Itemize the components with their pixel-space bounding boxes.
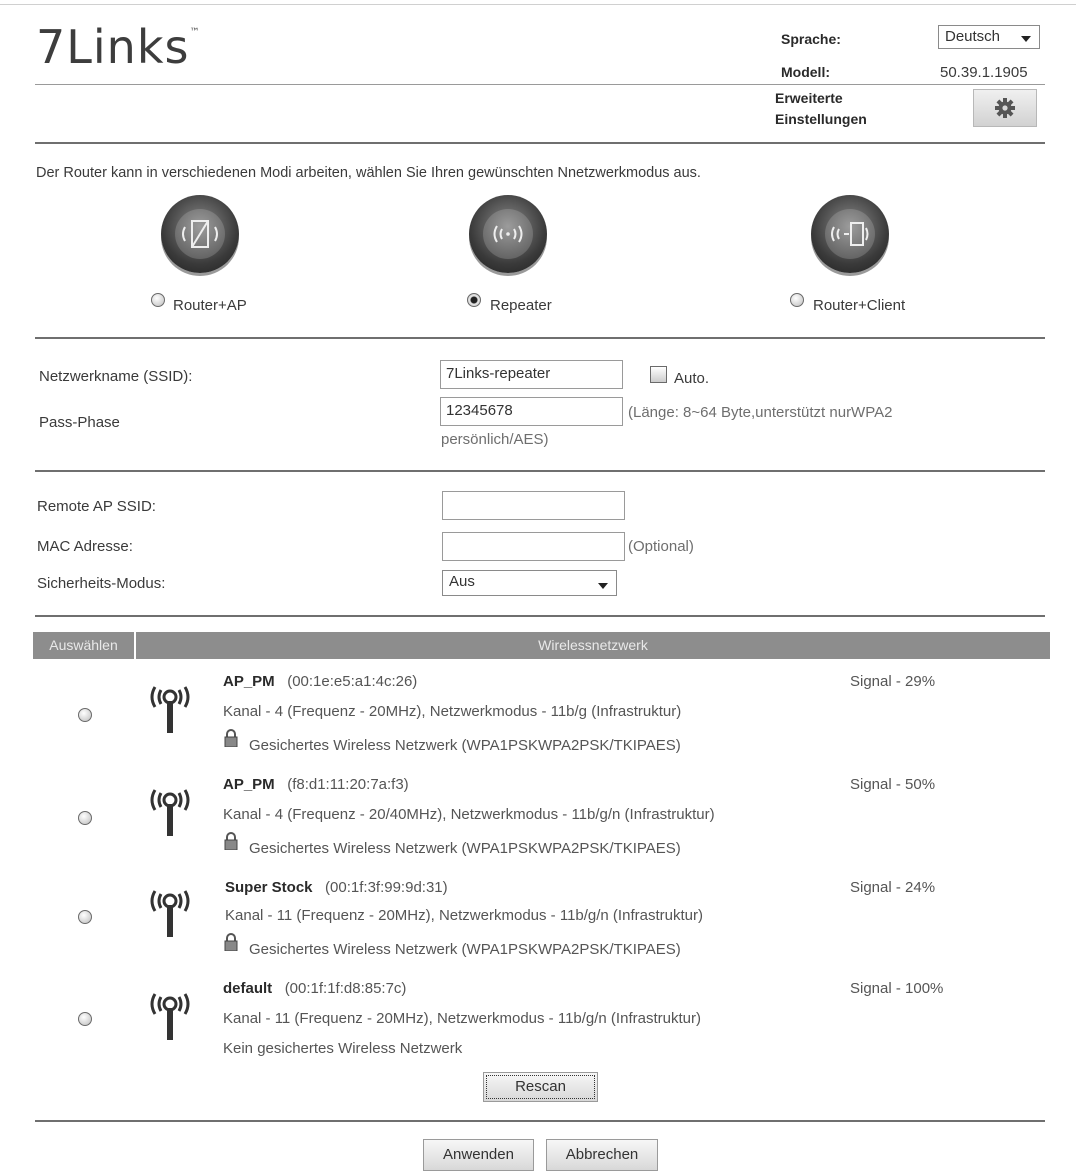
- network-select-radio[interactable]: [78, 1012, 92, 1026]
- logo-text: 7Links: [36, 20, 190, 74]
- ssid-input[interactable]: 7Links-repeater: [440, 360, 623, 389]
- mode-radio-router-ap[interactable]: [151, 293, 165, 307]
- router-ap-icon-inner: [175, 209, 225, 259]
- wifi-antenna-icon: [145, 883, 195, 939]
- network-title: [223, 980, 406, 997]
- column-header-select: Auswählen: [33, 632, 136, 659]
- passphrase-hint: (Länge: 8~64 Byte,unterstützt nurWPA2: [628, 404, 893, 421]
- network-security: Gesichertes Wireless Netzwerk (WPA1PSKWPA2PSK/TKIPAES): [249, 840, 681, 857]
- model-label: Modell:: [781, 64, 830, 80]
- repeater-glyph-icon: [483, 209, 533, 259]
- network-ssid: Super Stock: [225, 879, 313, 896]
- language-label: Sprache:: [781, 31, 841, 47]
- table-row: [33, 871, 1050, 971]
- network-details: Kanal - 11 (Frequenz - 20MHz), Netzwerkmodus - 11b/g/n (Infrastruktur): [225, 907, 703, 924]
- network-title: [225, 879, 448, 896]
- network-mac: (00:1f:3f:99:9d:31): [325, 879, 448, 896]
- advanced-settings-label: [775, 88, 867, 130]
- top-border: [0, 4, 1076, 5]
- wifi-antenna-icon: [145, 782, 195, 838]
- network-details: Kanal - 4 (Frequenz - 20/40MHz), Netzwerkmodus - 11b/g/n (Infrastruktur): [223, 806, 715, 823]
- router-client-icon-inner: [825, 209, 875, 259]
- mode-radio-router-client[interactable]: [790, 293, 804, 307]
- section-divider: [35, 1120, 1045, 1122]
- section-divider: [35, 615, 1045, 617]
- table-row: [33, 768, 1050, 868]
- apply-button[interactable]: Anwenden: [423, 1139, 534, 1171]
- router-ap-glyph-icon: [175, 209, 225, 259]
- network-ssid: AP_PM: [223, 776, 275, 793]
- network-table-header: [33, 632, 1050, 659]
- mac-hint: (Optional): [628, 538, 694, 555]
- mode-label-router-ap: Router+AP: [173, 297, 247, 314]
- chevron-down-icon: [598, 583, 608, 589]
- auto-checkbox[interactable]: [650, 366, 667, 383]
- security-mode-value: Aus: [449, 573, 475, 590]
- lock-icon: [223, 832, 239, 850]
- lock-icon: [223, 933, 239, 951]
- mode-label-repeater: Repeater: [490, 297, 552, 314]
- passphrase-input[interactable]: 12345678: [440, 397, 623, 426]
- table-row: [33, 665, 1050, 765]
- column-header-network: Wirelessnetzwerk: [538, 637, 648, 653]
- mac-input[interactable]: [442, 532, 625, 561]
- auto-label: Auto.: [674, 370, 710, 387]
- remote-ssid-label: Remote AP SSID:: [37, 498, 156, 515]
- network-security: Gesichertes Wireless Netzwerk (WPA1PSKWPA2PSK/TKIPAES): [249, 941, 681, 958]
- passphrase-label: Pass-Phase: [39, 414, 120, 431]
- brand-logo: [36, 20, 201, 74]
- network-mac: (00:1e:e5:a1:4c:26): [287, 673, 418, 690]
- section-divider: [35, 470, 1045, 472]
- network-signal: Signal - 50%: [850, 776, 936, 793]
- advanced-settings-button[interactable]: [973, 89, 1037, 127]
- network-details: Kanal - 4 (Frequenz - 20MHz), Netzwerkmodus - 11b/g (Infrastruktur): [223, 703, 682, 720]
- rescan-button[interactable]: Rescan: [483, 1072, 598, 1102]
- network-details: Kanal - 11 (Frequenz - 20MHz), Netzwerkmodus - 11b/g/n (Infrastruktur): [223, 1010, 701, 1027]
- repeater-icon[interactable]: [469, 195, 547, 273]
- network-signal: Signal - 29%: [850, 673, 936, 690]
- mode-radio-repeater[interactable]: [467, 293, 481, 307]
- language-select[interactable]: [938, 25, 1040, 49]
- section-divider: [35, 142, 1045, 144]
- language-select-value: Deutsch: [945, 28, 1001, 45]
- network-signal: Signal - 100%: [850, 980, 944, 997]
- router-ap-icon[interactable]: [161, 195, 239, 273]
- passphrase-hint-continued: persönlich/AES): [441, 431, 549, 448]
- advanced-settings-label-line1: Erweiterte: [775, 90, 843, 106]
- logo-trademark: ™: [189, 27, 201, 38]
- header-divider: [35, 84, 1045, 85]
- network-title: [223, 776, 409, 793]
- network-select-radio[interactable]: [78, 811, 92, 825]
- network-select-radio[interactable]: [78, 708, 92, 722]
- section-divider: [35, 337, 1045, 339]
- lock-icon: [223, 729, 239, 747]
- router-client-glyph-icon: [825, 209, 875, 259]
- gear-icon: [974, 90, 1036, 126]
- network-ssid: AP_PM: [223, 673, 275, 690]
- advanced-settings-label-line2: Einstellungen: [775, 111, 867, 127]
- chevron-down-icon: [1021, 36, 1031, 42]
- router-client-icon[interactable]: [811, 195, 889, 273]
- network-security: Kein gesichertes Wireless Netzwerk: [223, 1040, 463, 1057]
- remote-ssid-input[interactable]: [442, 491, 625, 520]
- ssid-label: Netzwerkname (SSID):: [39, 368, 193, 385]
- repeater-icon-inner: [483, 209, 533, 259]
- mac-label: MAC Adresse:: [37, 538, 133, 555]
- security-mode-select[interactable]: [442, 570, 617, 596]
- table-row: [33, 972, 1050, 1062]
- network-select-radio[interactable]: [78, 910, 92, 924]
- network-mac: (00:1f:1f:d8:85:7c): [284, 980, 407, 997]
- wifi-antenna-icon: [145, 679, 195, 735]
- network-signal: Signal - 24%: [850, 879, 936, 896]
- security-mode-label: Sicherheits-Modus:: [37, 575, 166, 592]
- network-mac: (f8:d1:11:20:7a:f3): [287, 776, 409, 793]
- mode-label-router-client: Router+Client: [813, 297, 906, 314]
- network-ssid: default: [223, 980, 273, 997]
- network-title: [223, 673, 417, 690]
- model-value: 50.39.1.1905: [940, 64, 1028, 81]
- network-security: Gesichertes Wireless Netzwerk (WPA1PSKWPA2PSK/TKIPAES): [249, 737, 681, 754]
- mode-intro-text: Der Router kann in verschiedenen Modi arbeiten, wählen Sie Ihren gewünschten Nnetzwerkmodus aus.: [36, 165, 701, 181]
- wifi-antenna-icon: [145, 986, 195, 1042]
- cancel-button[interactable]: Abbrechen: [546, 1139, 658, 1171]
